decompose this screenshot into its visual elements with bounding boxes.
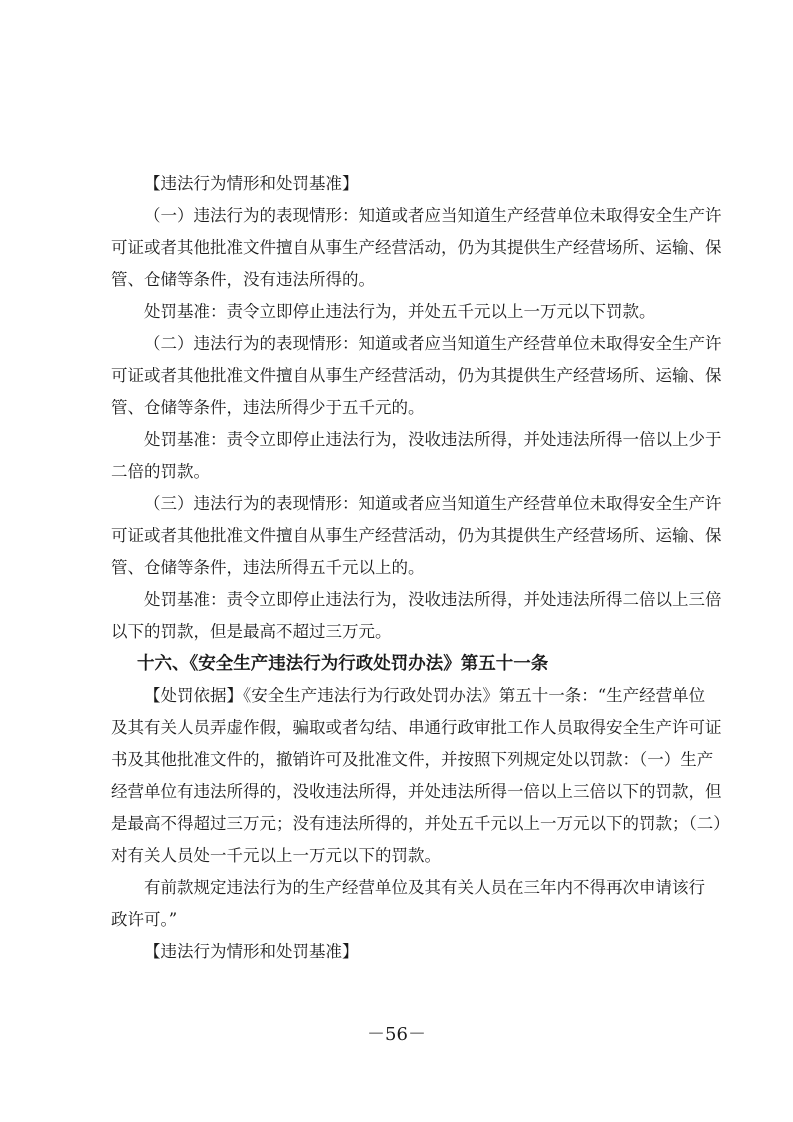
text-line: 【违法行为情形和处罚基准】 (144, 942, 359, 961)
text-line: 是最高不得超过三万元；没有违法所得的，并处五千元以上一万元以下的罚款；（二） (111, 814, 730, 833)
text-line: 管、仓储等条件，违法所得五千元以上的。 (111, 558, 425, 577)
text-line: 可证或者其他批准文件擅自从事生产经营活动，仍为其提供生产经营场所、运输、保 (111, 526, 722, 545)
text-line: （一）违法行为的表现情形：知道或者应当知道生产经营单位未取得安全生产许 (144, 206, 722, 225)
text-line: 对有关人员处一千元以上一万元以下的罚款。 (111, 846, 441, 865)
text-line: 经营单位有违法所得的，没收违法所得，并处违法所得一倍以上三倍以下的罚款，但 (111, 782, 722, 801)
document-body (111, 168, 730, 968)
text-line: 处罚基准：责令立即停止违法行为，没收违法所得，并处违法所得二倍以上三倍 (144, 590, 722, 609)
page-number: －56－ (367, 1024, 426, 1045)
text-line: 书及其他批准文件的，撤销许可及批准文件，并按照下列规定处以罚款：（一）生产 (111, 750, 714, 769)
text-line: 管、仓储等条件，违法所得少于五千元的。 (111, 398, 425, 417)
text-line: 管、仓储等条件，没有违法所得的。 (111, 270, 375, 289)
text-line: 以下的罚款，但是最高不超过三万元。 (111, 622, 392, 641)
text-line: 及其有关人员弄虚作假，骗取或者勾结、串通行政审批工作人员取得安全生产许可证 (111, 718, 722, 737)
text-line: 可证或者其他批准文件擅自从事生产经营活动，仍为其提供生产经营场所、运输、保 (111, 366, 722, 385)
text-line: 政许可。” (111, 910, 178, 929)
text-line: 【违法行为情形和处罚基准】 (144, 174, 359, 193)
text-line: （二）违法行为的表现情形：知道或者应当知道生产经营单位未取得安全生产许 (144, 334, 722, 353)
section-heading: 十六、《安全生产违法行为行政处罚办法》第五十一条 (137, 654, 549, 674)
text-line: （三）违法行为的表现情形：知道或者应当知道生产经营单位未取得安全生产许 (144, 494, 722, 513)
text-line: 有前款规定违法行为的生产经营单位及其有关人员在三年内不得再次申请该行 (144, 878, 705, 897)
text-line: 可证或者其他批准文件擅自从事生产经营活动，仍为其提供生产经营场所、运输、保 (111, 238, 722, 257)
text-line: 【处罚依据】《安全生产违法行为行政处罚办法》第五十一条：“生产经营单位 (144, 686, 706, 705)
text-line: 处罚基准：责令立即停止违法行为，并处五千元以上一万元以下罚款。 (144, 302, 656, 321)
text-line: 二倍的罚款。 (111, 462, 210, 481)
text-line: 处罚基准：责令立即停止违法行为，没收违法所得，并处违法所得一倍以上少于 (144, 430, 722, 449)
